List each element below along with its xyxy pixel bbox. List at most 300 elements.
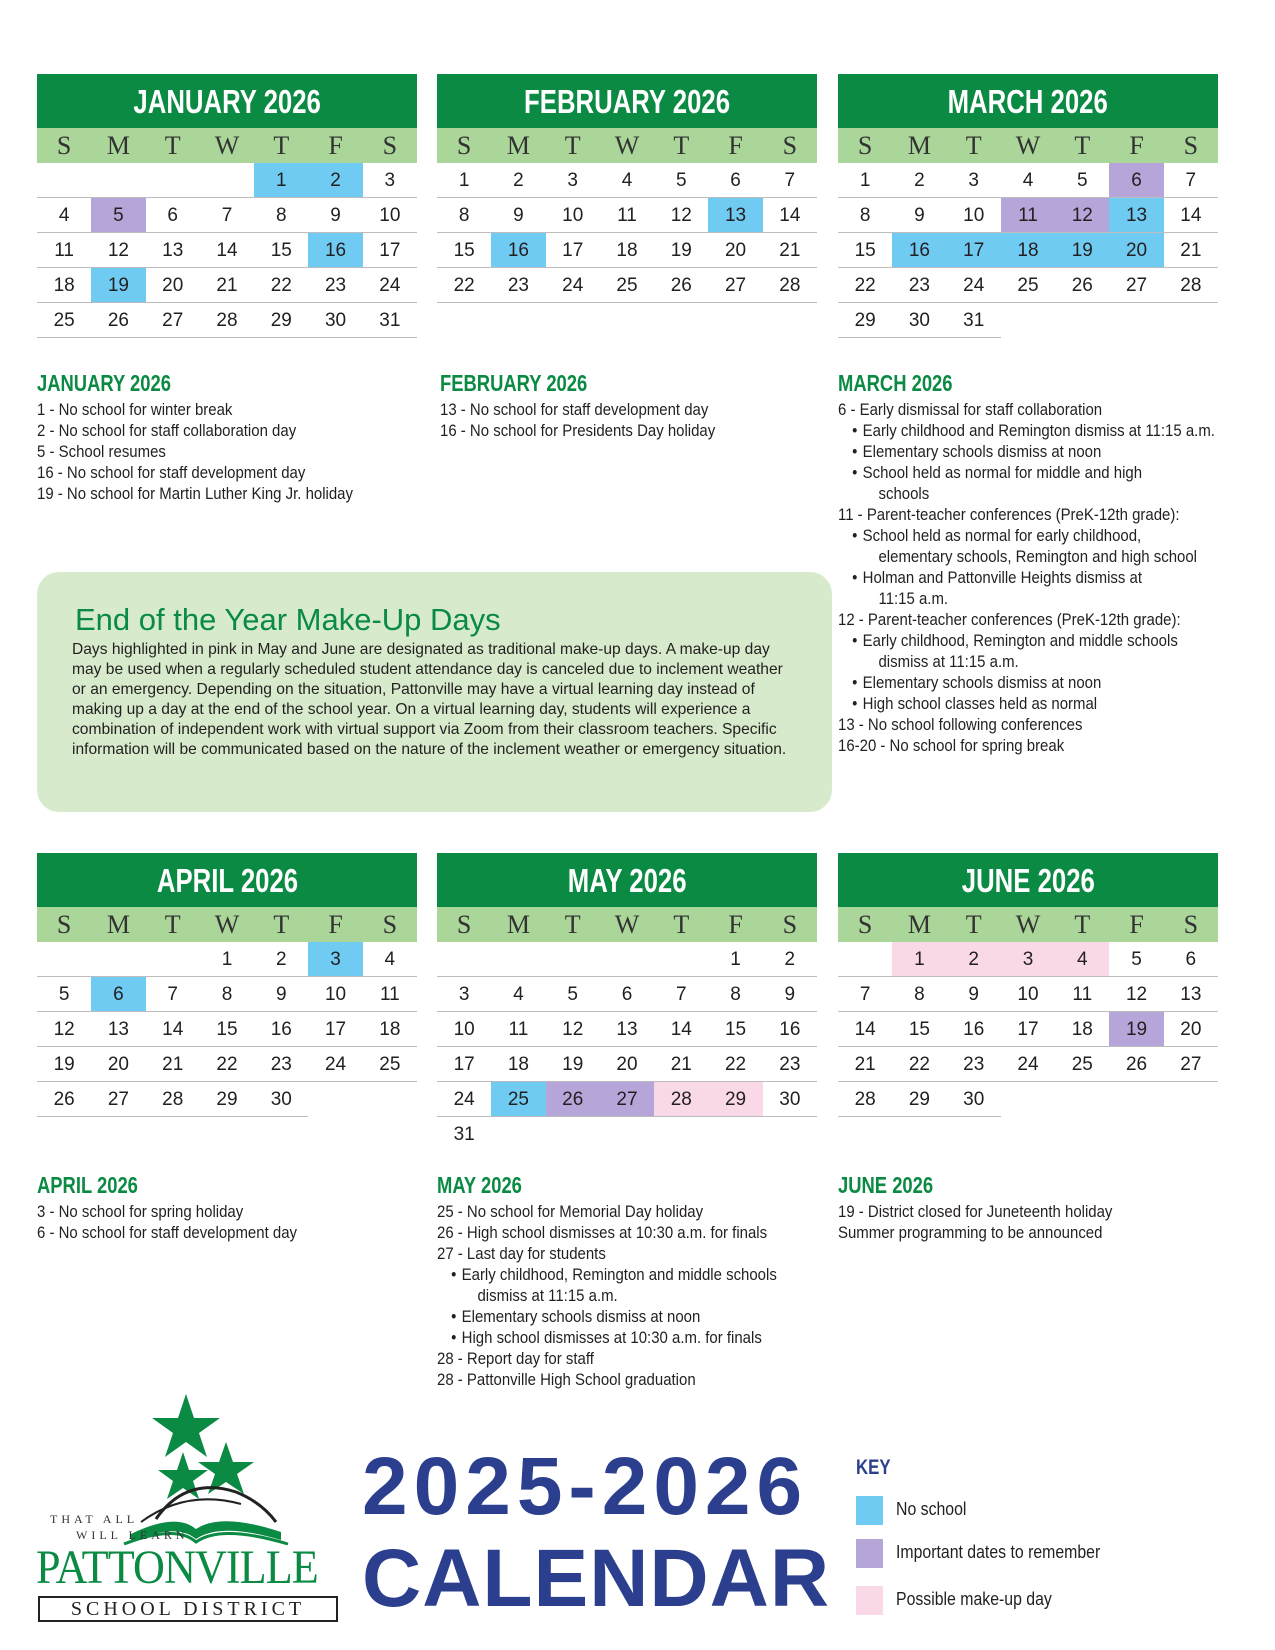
day-cell: 17	[1001, 1012, 1055, 1047]
weekday-label: M	[907, 131, 931, 160]
weekday-label: T	[564, 910, 581, 939]
note-line: • Early childhood, Remington and middle schools	[437, 1264, 780, 1285]
notes-title: JANUARY 2026	[37, 370, 171, 396]
empty-day-cell	[708, 1117, 762, 1152]
weekday-label: F	[328, 910, 343, 939]
day-cell: 24	[437, 1082, 491, 1117]
empty-day-cell	[838, 942, 892, 977]
key-item-important	[856, 1539, 1156, 1569]
note-line: 26 - High school dismisses at 10:30 a.m. for finals	[437, 1223, 768, 1242]
note-line: • High school dismisses at 10:30 a.m. for finals	[437, 1327, 780, 1348]
note-line: 5 - School resumes	[37, 442, 166, 461]
notes-may	[437, 1172, 827, 1390]
day-cell: 27	[600, 1082, 654, 1117]
notes-title: APRIL 2026	[37, 1172, 138, 1198]
day-cell: 4	[1055, 942, 1109, 977]
day-cell: 19	[1055, 233, 1109, 268]
empty-day-cell	[546, 1117, 600, 1152]
weekday-label: S	[857, 131, 873, 160]
calendar-april	[37, 853, 417, 1117]
empty-day-cell	[491, 1117, 545, 1152]
day-cell: 31	[947, 303, 1001, 338]
calendar-year: 2025-2026	[362, 1441, 809, 1532]
day-cell: 11	[37, 233, 91, 268]
month-title-text: MARCH 2026	[947, 83, 1109, 120]
day-cell: 20	[1109, 233, 1163, 268]
weekday-header	[37, 907, 417, 942]
calendar-january	[37, 74, 417, 338]
day-cell: 4	[1001, 163, 1055, 198]
day-cell: 25	[1001, 268, 1055, 303]
day-cell: 19	[546, 1047, 600, 1082]
day-cell: 10	[947, 198, 1001, 233]
month-title	[838, 74, 1218, 128]
key-swatch-pink	[856, 1586, 883, 1615]
day-cell: 11	[1055, 977, 1109, 1012]
weekday-label: F	[728, 131, 743, 160]
weekday-header	[437, 128, 817, 163]
day-cell: 28	[146, 1082, 200, 1117]
key-swatch-blue	[856, 1496, 883, 1525]
day-cell: 16	[308, 233, 362, 268]
day-cell: 17	[546, 233, 600, 268]
empty-day-cell	[37, 163, 91, 198]
weekday-label: W	[1015, 131, 1041, 160]
calendar-may	[437, 853, 817, 1152]
day-cell: 27	[708, 268, 762, 303]
day-cell: 9	[491, 198, 545, 233]
day-cell: 26	[91, 303, 145, 338]
key-item-makeup	[856, 1586, 1156, 1616]
day-cell: 1	[437, 163, 491, 198]
month-title-text: FEBRUARY 2026	[523, 83, 730, 120]
logo-district-box	[38, 1596, 338, 1622]
empty-day-cell	[600, 1117, 654, 1152]
note-line: 19 - District closed for Juneteenth holiday	[838, 1202, 1113, 1221]
day-cell: 20	[146, 268, 200, 303]
day-cell: 3	[437, 977, 491, 1012]
key-label-no-school: No school	[896, 1499, 967, 1519]
day-cell: 28	[1164, 268, 1218, 303]
month-title	[37, 74, 417, 128]
weekday-label: S	[782, 910, 798, 939]
empty-day-cell	[200, 163, 254, 198]
day-cell: 3	[363, 163, 417, 198]
day-cell: 21	[146, 1047, 200, 1082]
day-cell: 12	[1055, 198, 1109, 233]
weekday-label: W	[614, 910, 640, 939]
weekday-label: M	[106, 131, 130, 160]
day-cell: 7	[654, 977, 708, 1012]
key-swatch-purple	[856, 1539, 883, 1568]
day-cell: 10	[363, 198, 417, 233]
note-line: 11 - Parent-teacher conferences (PreK-12th grade):	[838, 505, 1180, 524]
day-cell: 15	[200, 1012, 254, 1047]
weekday-label: S	[1183, 131, 1199, 160]
day-cell: 7	[146, 977, 200, 1012]
day-cell: 22	[254, 268, 308, 303]
weekday-label: S	[382, 131, 398, 160]
note-line: • Early childhood and Remington dismiss at 11:15 a.m.	[838, 420, 1190, 441]
day-cell: 29	[708, 1082, 762, 1117]
note-line: 3 - No school for spring holiday	[37, 1202, 244, 1221]
day-grid	[37, 942, 417, 1117]
day-cell: 8	[708, 977, 762, 1012]
day-cell: 23	[308, 268, 362, 303]
weekday-label: S	[382, 910, 398, 939]
day-cell: 6	[91, 977, 145, 1012]
weekday-label: F	[1129, 131, 1144, 160]
notes-march	[838, 370, 1238, 756]
day-cell: 12	[546, 1012, 600, 1047]
month-title-text: JANUARY 2026	[133, 83, 321, 120]
day-cell: 25	[491, 1082, 545, 1117]
day-cell: 29	[838, 303, 892, 338]
weekday-label: T	[273, 131, 290, 160]
day-cell: 18	[491, 1047, 545, 1082]
empty-day-cell	[1055, 303, 1109, 338]
weekday-header	[838, 907, 1218, 942]
weekday-header	[838, 128, 1218, 163]
day-grid	[838, 942, 1218, 1117]
note-line: • Early childhood, Remington and middle schools	[838, 630, 1190, 651]
day-cell: 17	[308, 1012, 362, 1047]
weekday-label: T	[965, 131, 982, 160]
day-cell: 18	[1055, 1012, 1109, 1047]
note-line: dismiss at 11:15 a.m.	[477, 1286, 618, 1305]
day-cell: 14	[146, 1012, 200, 1047]
day-cell: 13	[600, 1012, 654, 1047]
day-cell: 8	[254, 198, 308, 233]
month-title-text: JUNE 2026	[961, 862, 1095, 899]
empty-day-cell	[546, 942, 600, 977]
calendar-word: CALENDAR	[362, 1533, 831, 1624]
month-title-text: APRIL 2026	[156, 862, 298, 899]
day-cell: 13	[91, 1012, 145, 1047]
day-cell: 26	[1055, 268, 1109, 303]
day-cell: 19	[654, 233, 708, 268]
day-grid	[437, 163, 817, 303]
key-title: KEY	[856, 1456, 891, 1479]
day-cell: 30	[892, 303, 946, 338]
day-cell: 12	[37, 1012, 91, 1047]
day-cell: 28	[200, 303, 254, 338]
day-cell: 16	[491, 233, 545, 268]
day-cell: 23	[763, 1047, 817, 1082]
day-cell: 28	[763, 268, 817, 303]
logo-district: SCHOOL DISTRICT	[70, 1598, 306, 1620]
day-cell: 18	[600, 233, 654, 268]
day-cell: 26	[654, 268, 708, 303]
day-cell: 13	[1164, 977, 1218, 1012]
day-cell: 14	[838, 1012, 892, 1047]
weekday-label: M	[506, 910, 530, 939]
empty-day-cell	[491, 942, 545, 977]
day-cell: 19	[1109, 1012, 1163, 1047]
day-cell: 3	[1001, 942, 1055, 977]
month-title	[437, 74, 817, 128]
month-title	[437, 853, 817, 907]
day-cell: 9	[308, 198, 362, 233]
day-cell: 5	[546, 977, 600, 1012]
day-cell: 11	[363, 977, 417, 1012]
weekday-label: W	[214, 131, 240, 160]
day-cell: 11	[1001, 198, 1055, 233]
weekday-label: T	[564, 131, 581, 160]
day-cell: 11	[600, 198, 654, 233]
day-cell: 12	[654, 198, 708, 233]
notes-april	[37, 1172, 417, 1243]
day-cell: 27	[146, 303, 200, 338]
day-cell: 19	[37, 1047, 91, 1082]
weekday-label: S	[782, 131, 798, 160]
note-line: 28 - Report day for staff	[437, 1349, 594, 1368]
notes-title: FEBRUARY 2026	[440, 370, 588, 396]
day-cell: 29	[200, 1082, 254, 1117]
day-cell: 22	[838, 268, 892, 303]
day-cell: 24	[363, 268, 417, 303]
day-cell: 24	[546, 268, 600, 303]
empty-day-cell	[37, 942, 91, 977]
day-cell: 8	[892, 977, 946, 1012]
day-cell: 25	[363, 1047, 417, 1082]
day-cell: 22	[708, 1047, 762, 1082]
day-cell: 5	[37, 977, 91, 1012]
day-cell: 11	[491, 1012, 545, 1047]
empty-day-cell	[91, 942, 145, 977]
day-cell: 3	[947, 163, 1001, 198]
logo-tagline-2: WILL LEARN	[76, 1528, 189, 1542]
day-cell: 1	[838, 163, 892, 198]
day-cell: 16	[254, 1012, 308, 1047]
day-cell: 17	[437, 1047, 491, 1082]
day-cell: 31	[363, 303, 417, 338]
note-line: 28 - Pattonville High School graduation	[437, 1370, 696, 1389]
empty-day-cell	[1164, 303, 1218, 338]
day-cell: 2	[308, 163, 362, 198]
day-cell: 24	[1001, 1047, 1055, 1082]
day-cell: 7	[1164, 163, 1218, 198]
empty-day-cell	[308, 1082, 362, 1117]
calendar-february	[437, 74, 817, 303]
day-cell: 6	[1164, 942, 1218, 977]
day-cell: 13	[1109, 198, 1163, 233]
day-cell: 24	[308, 1047, 362, 1082]
day-cell: 4	[491, 977, 545, 1012]
empty-day-cell	[146, 163, 200, 198]
day-cell: 19	[91, 268, 145, 303]
day-cell: 22	[437, 268, 491, 303]
day-cell: 6	[1109, 163, 1163, 198]
day-cell: 14	[654, 1012, 708, 1047]
day-cell: 17	[363, 233, 417, 268]
day-cell: 15	[838, 233, 892, 268]
day-cell: 27	[1164, 1047, 1218, 1082]
weekday-header	[437, 907, 817, 942]
pattonville-logo	[36, 1394, 356, 1624]
weekday-label: S	[1183, 910, 1199, 939]
day-cell: 15	[708, 1012, 762, 1047]
day-cell: 7	[200, 198, 254, 233]
day-cell: 17	[947, 233, 1001, 268]
day-cell: 23	[892, 268, 946, 303]
day-cell: 26	[37, 1082, 91, 1117]
month-title	[37, 853, 417, 907]
notes-title: MARCH 2026	[838, 370, 953, 396]
day-cell: 23	[254, 1047, 308, 1082]
day-cell: 30	[308, 303, 362, 338]
note-line: 13 - No school for staff development day	[440, 400, 709, 419]
day-cell: 25	[600, 268, 654, 303]
notes-title: MAY 2026	[437, 1172, 522, 1198]
month-title-text: MAY 2026	[567, 862, 687, 899]
weekday-label: W	[614, 131, 640, 160]
note-line: 13 - No school following conferences	[838, 715, 1083, 734]
day-cell: 13	[146, 233, 200, 268]
day-cell: 2	[947, 942, 1001, 977]
weekday-label: S	[456, 131, 472, 160]
empty-day-cell	[363, 1082, 417, 1117]
day-cell: 9	[254, 977, 308, 1012]
weekday-label: M	[506, 131, 530, 160]
day-cell: 12	[1109, 977, 1163, 1012]
empty-day-cell	[1055, 1082, 1109, 1117]
day-cell: 3	[308, 942, 362, 977]
note-line: • School held as normal for early childhood,	[838, 525, 1190, 546]
day-cell: 23	[947, 1047, 1001, 1082]
makeup-days-box	[37, 572, 832, 812]
weekday-label: T	[1074, 131, 1091, 160]
day-cell: 2	[491, 163, 545, 198]
day-cell: 21	[200, 268, 254, 303]
day-cell: 22	[200, 1047, 254, 1082]
day-cell: 10	[437, 1012, 491, 1047]
empty-day-cell	[91, 163, 145, 198]
day-cell: 6	[146, 198, 200, 233]
weekday-label: T	[673, 131, 690, 160]
day-cell: 7	[838, 977, 892, 1012]
day-cell: 22	[892, 1047, 946, 1082]
key-label-makeup: Possible make-up day	[896, 1589, 1052, 1609]
calendar-march	[838, 74, 1218, 338]
day-cell: 29	[254, 303, 308, 338]
day-cell: 18	[1001, 233, 1055, 268]
notes-june	[838, 1172, 1218, 1243]
makeup-body: Days highlighted in pink in May and June are designated as traditional make-up days. A make-up day may be used when a regularly scheduled student attendance day is canceled due to inclement weather or an emergency. Depending on the situation, Pattonville may have a virtual learning day instead of making up a day at the end of the school year. On a virtual learning day, students will experience a combination of independent work with virtual support via Zoom from their classroom teachers. Specific information will be communicated based on the nature of the inclement weather or emergency situation.	[72, 641, 787, 758]
day-cell: 5	[91, 198, 145, 233]
note-line: elementary schools, Remington and high school	[878, 547, 1197, 566]
weekday-header	[37, 128, 417, 163]
day-cell: 21	[1164, 233, 1218, 268]
day-cell: 20	[708, 233, 762, 268]
day-cell: 3	[546, 163, 600, 198]
empty-day-cell	[654, 1117, 708, 1152]
day-cell: 16	[947, 1012, 1001, 1047]
day-cell: 2	[892, 163, 946, 198]
day-cell: 5	[1055, 163, 1109, 198]
day-cell: 14	[200, 233, 254, 268]
note-line: 6 - No school for staff development day	[37, 1223, 298, 1242]
day-cell: 4	[37, 198, 91, 233]
day-cell: 10	[546, 198, 600, 233]
logo-tagline-1: THAT ALL	[50, 1512, 139, 1526]
note-line: 16 - No school for Presidents Day holiday	[440, 421, 716, 440]
weekday-label: S	[56, 131, 72, 160]
day-cell: 15	[437, 233, 491, 268]
day-cell: 18	[363, 1012, 417, 1047]
day-cell: 20	[1164, 1012, 1218, 1047]
day-cell: 25	[1055, 1047, 1109, 1082]
note-line: • High school classes held as normal	[838, 693, 1190, 714]
day-cell: 5	[654, 163, 708, 198]
day-cell: 27	[91, 1082, 145, 1117]
day-cell: 12	[91, 233, 145, 268]
weekday-label: M	[106, 910, 130, 939]
day-cell: 28	[838, 1082, 892, 1117]
day-grid	[37, 163, 417, 338]
weekday-label: F	[728, 910, 743, 939]
makeup-title: End of the Year Make-Up Days	[75, 602, 501, 637]
day-cell: 30	[763, 1082, 817, 1117]
day-cell: 7	[763, 163, 817, 198]
note-line: dismiss at 11:15 a.m.	[878, 652, 1019, 671]
note-line: • Elementary schools dismiss at noon	[838, 441, 1190, 462]
weekday-label: S	[857, 910, 873, 939]
day-cell: 4	[363, 942, 417, 977]
note-line: • Elementary schools dismiss at noon	[437, 1306, 780, 1327]
weekday-label: W	[214, 910, 240, 939]
note-line: 16 - No school for staff development day	[37, 463, 306, 482]
weekday-label: F	[1129, 910, 1144, 939]
day-cell: 9	[947, 977, 1001, 1012]
day-cell: 13	[708, 198, 762, 233]
day-cell: 18	[37, 268, 91, 303]
day-cell: 8	[437, 198, 491, 233]
day-cell: 8	[200, 977, 254, 1012]
note-line: Summer programming to be announced	[838, 1223, 1103, 1242]
empty-day-cell	[1109, 303, 1163, 338]
note-line: schools	[878, 484, 930, 503]
day-cell: 2	[763, 942, 817, 977]
day-cell: 15	[892, 1012, 946, 1047]
weekday-label: T	[965, 910, 982, 939]
day-grid	[838, 163, 1218, 338]
day-cell: 21	[654, 1047, 708, 1082]
day-cell: 1	[254, 163, 308, 198]
note-line: 25 - No school for Memorial Day holiday	[437, 1202, 704, 1221]
legend-key	[856, 1456, 1101, 1609]
logo-name: PATTONVILLE	[36, 1541, 318, 1594]
note-line: 11:15 a.m.	[878, 589, 949, 608]
weekday-label: F	[328, 131, 343, 160]
day-cell: 9	[763, 977, 817, 1012]
day-cell: 21	[838, 1047, 892, 1082]
weekday-label: S	[56, 910, 72, 939]
notes-title: JUNE 2026	[838, 1172, 934, 1198]
empty-day-cell	[1109, 1082, 1163, 1117]
day-cell: 25	[37, 303, 91, 338]
note-line: 27 - Last day for students	[437, 1244, 606, 1263]
notes-february	[440, 370, 820, 441]
weekday-label: T	[164, 131, 181, 160]
calendar-june	[838, 853, 1218, 1117]
day-cell: 1	[708, 942, 762, 977]
day-cell: 1	[200, 942, 254, 977]
key-label-important: Important dates to remember	[896, 1542, 1101, 1562]
empty-day-cell	[1001, 1082, 1055, 1117]
day-cell: 24	[947, 268, 1001, 303]
day-cell: 5	[1109, 942, 1163, 977]
